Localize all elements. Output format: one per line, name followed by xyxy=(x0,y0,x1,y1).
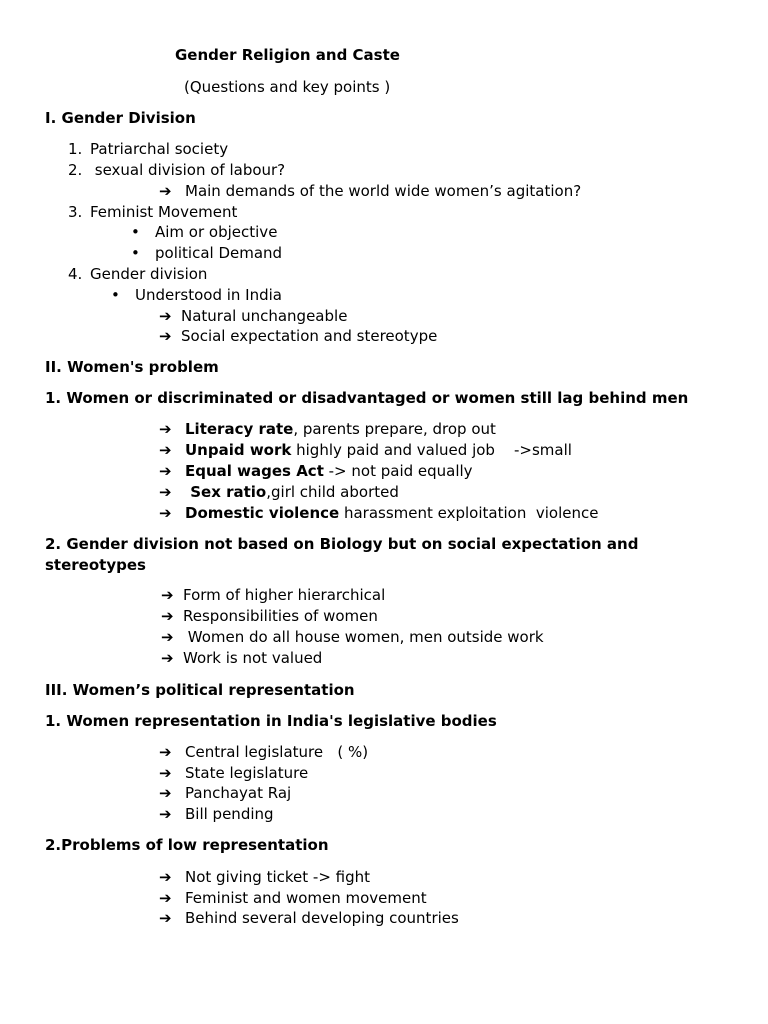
item-bold-text: Sex ratio xyxy=(185,483,267,501)
arrow-icon: ➔ xyxy=(159,743,172,761)
arrow-icon: ➔ xyxy=(159,504,172,522)
list-item xyxy=(159,440,572,460)
list-item xyxy=(159,783,291,803)
list-item xyxy=(159,908,459,928)
item-text: State legislature xyxy=(185,764,309,782)
subheading: 2.Problems of low representation xyxy=(45,836,329,854)
list-item xyxy=(131,222,277,242)
arrow-icon: ➔ xyxy=(159,909,172,927)
item-number: 3. xyxy=(68,203,83,221)
arrow-icon: ➔ xyxy=(159,441,172,459)
list-item xyxy=(159,306,347,326)
arrow-icon: ➔ xyxy=(159,868,172,886)
arrow-icon: ➔ xyxy=(159,420,172,438)
item-text: Understood in India xyxy=(135,286,282,304)
list-item xyxy=(159,461,473,481)
item-bold-text: Domestic violence xyxy=(185,504,340,522)
item-text: political Demand xyxy=(155,244,283,262)
arrow-icon: ➔ xyxy=(159,483,172,501)
item-text: ,girl child aborted xyxy=(266,483,399,501)
item-text: Patriarchal society xyxy=(90,140,229,158)
list-item xyxy=(161,627,544,647)
subheading: 2. Gender division not based on Biology but on social expectation and xyxy=(45,535,639,553)
arrow-icon: ➔ xyxy=(159,889,172,907)
arrow-icon: ➔ xyxy=(159,182,172,200)
list-item xyxy=(161,606,378,626)
list-item xyxy=(68,160,285,180)
item-text: Social expectation and stereotype xyxy=(181,327,438,345)
item-bold-text: Literacy rate xyxy=(185,420,294,438)
item-text: Responsibilities of women xyxy=(183,607,378,625)
item-text: Women do all house women, men outside work xyxy=(183,628,544,646)
item-text: Feminist Movement xyxy=(90,203,238,221)
list-item xyxy=(159,326,437,346)
item-text: sexual division of labour? xyxy=(90,161,286,179)
item-text: Form of higher hierarchical xyxy=(183,586,386,604)
list-item xyxy=(159,419,496,439)
subheading-continued: stereotypes xyxy=(45,556,146,574)
list-item xyxy=(131,243,282,263)
bullet-icon: • xyxy=(111,286,120,304)
item-text: Panchayat Raj xyxy=(185,784,292,802)
list-item xyxy=(159,742,368,762)
list-item xyxy=(159,867,370,887)
list-item xyxy=(161,648,322,668)
list-item xyxy=(159,503,598,523)
item-number: 2. xyxy=(68,161,83,179)
section-heading-political-representation: III. Women’s political representation xyxy=(45,681,355,699)
arrow-icon: ➔ xyxy=(159,805,172,823)
arrow-icon: ➔ xyxy=(159,307,172,325)
item-text: Work is not valued xyxy=(183,649,323,667)
list-item xyxy=(159,763,308,783)
document-subtitle: (Questions and key points ) xyxy=(184,78,391,96)
arrow-icon: ➔ xyxy=(161,586,174,604)
item-text: Main demands of the world wide women’s agitation? xyxy=(185,182,582,200)
arrow-icon: ➔ xyxy=(161,649,174,667)
item-text: -> not paid equally xyxy=(323,462,473,480)
list-item xyxy=(161,585,385,605)
item-text: Feminist and women movement xyxy=(185,889,427,907)
item-text: , parents prepare, drop out xyxy=(293,420,496,438)
item-text: Bill pending xyxy=(185,805,274,823)
arrow-icon: ➔ xyxy=(159,327,172,345)
section-heading-gender-division: I. Gender Division xyxy=(45,109,196,127)
subheading: 1. Women or discriminated or disadvantaged or women still lag behind men xyxy=(45,389,689,407)
list-item xyxy=(159,482,399,502)
list-item xyxy=(68,264,207,284)
arrow-icon: ➔ xyxy=(161,628,174,646)
section-heading-womens-problem: II. Women's problem xyxy=(45,358,219,376)
list-item xyxy=(159,804,274,824)
arrow-icon: ➔ xyxy=(159,462,172,480)
document-title: Gender Religion and Caste xyxy=(175,46,400,64)
item-number: 4. xyxy=(68,265,83,283)
arrow-icon: ➔ xyxy=(159,764,172,782)
item-number: 1. xyxy=(68,140,83,158)
item-text: Gender division xyxy=(90,265,208,283)
item-text: harassment exploitation violence xyxy=(339,504,599,522)
item-text: Central legislature ( %) xyxy=(185,743,369,761)
item-text: Behind several developing countries xyxy=(185,909,459,927)
list-item xyxy=(159,181,581,201)
item-bold-text: Unpaid work xyxy=(185,441,292,459)
item-text: Aim or objective xyxy=(155,223,278,241)
list-item xyxy=(68,139,228,159)
arrow-icon: ➔ xyxy=(159,784,172,802)
list-item xyxy=(111,285,282,305)
subheading: 1. Women representation in India's legislative bodies xyxy=(45,712,497,730)
item-text: Natural unchangeable xyxy=(181,307,348,325)
list-item xyxy=(159,888,427,908)
item-text: Not giving ticket -> fight xyxy=(185,868,371,886)
item-text: highly paid and valued job ->small xyxy=(291,441,572,459)
item-bold-text: Equal wages Act xyxy=(185,462,324,480)
arrow-icon: ➔ xyxy=(161,607,174,625)
bullet-icon: • xyxy=(131,244,140,262)
list-item xyxy=(68,202,237,222)
bullet-icon: • xyxy=(131,223,140,241)
